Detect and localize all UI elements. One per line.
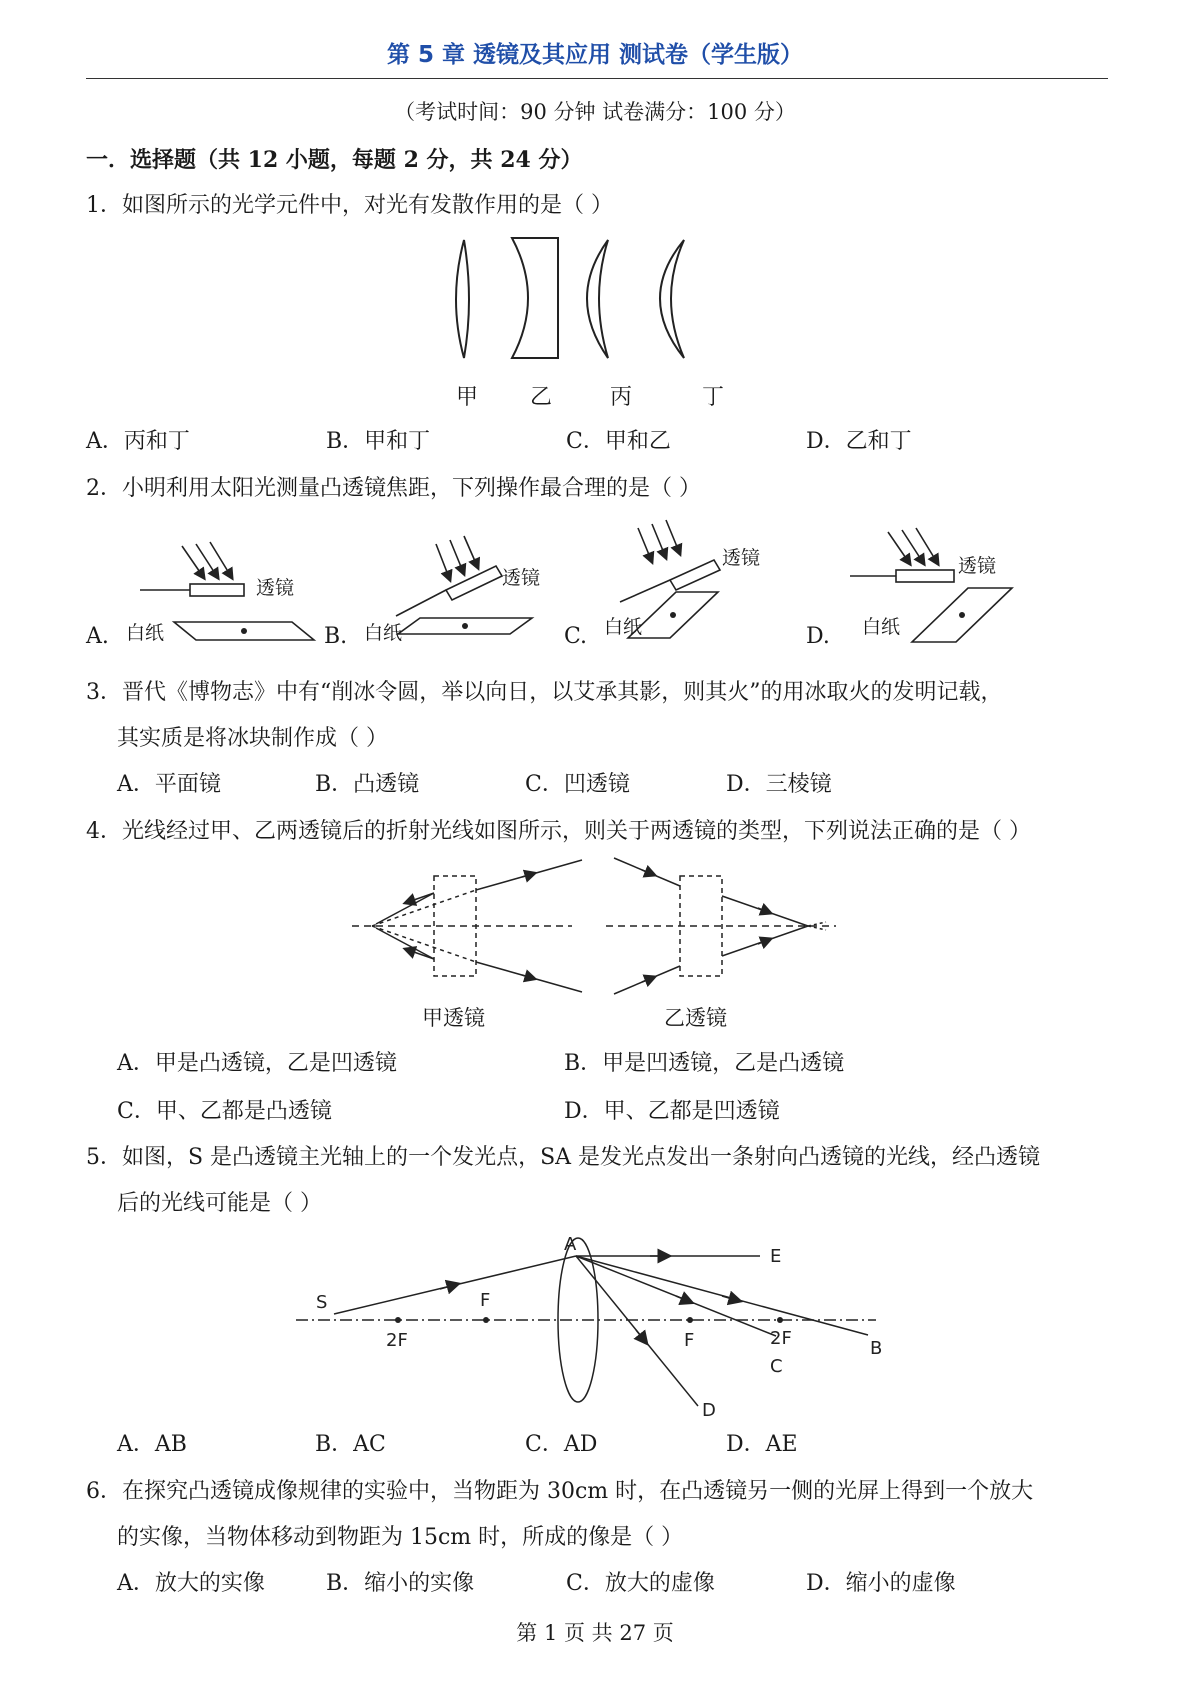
q4-option-c[interactable]: C．甲、乙都是凸透镜	[117, 1099, 332, 1124]
q3-stem-line1: 3．晋代《博物志》中有“削冰令圆，举以向日，以艾承其影，则其火”的用冰取火的发明记载，	[86, 680, 1003, 705]
q5-label-f-right: F	[684, 1330, 695, 1351]
q3-option-c[interactable]: C．凹透镜	[525, 772, 630, 797]
q4-option-b[interactable]: B．甲是凹透镜，乙是凸透镜	[564, 1051, 845, 1076]
page-title: 第 5 章 透镜及其应用 测试卷（学生版）	[386, 42, 804, 68]
q1-label-bing: 丙	[610, 385, 633, 410]
q4-caption-yi: 乙透镜	[664, 1006, 727, 1030]
lens-jia	[456, 240, 469, 358]
q5-option-c[interactable]: C．AD	[525, 1432, 598, 1457]
q5-label-2f-right: 2F	[770, 1328, 792, 1349]
lens-bing	[587, 240, 608, 358]
section-heading: 一．选择题（共 12 小题，每题 2 分，共 24 分）	[86, 147, 583, 173]
q5-stem-line1: 5．如图，S 是凸透镜主光轴上的一个发光点，SA 是发光点发出一条射向凸透镜的光线，经凸透镜	[86, 1145, 1041, 1170]
q5-option-b[interactable]: B．AC	[315, 1432, 386, 1457]
q4-lens-figure	[350, 856, 840, 996]
q5-label-s: S	[316, 1292, 328, 1313]
q5-label-a: A	[564, 1234, 577, 1255]
q5-stem-line2: 后的光线可能是（ ）	[117, 1191, 322, 1216]
q4-option-a[interactable]: A．甲是凸透镜，乙是凹透镜	[117, 1051, 397, 1076]
q6-option-b[interactable]: B．缩小的实像	[326, 1571, 475, 1596]
q2-option-b[interactable]: B.	[324, 624, 348, 649]
q6-stem-line2: 的实像，当物体移动到物距为 15cm 时，所成的像是（ ）	[117, 1525, 684, 1550]
q1-label-jia: 甲	[456, 385, 479, 410]
q4-option-d[interactable]: D．甲、乙都是凹透镜	[564, 1099, 780, 1124]
q6-stem-line1: 6．在探究凸透镜成像规律的实验中，当物距为 30cm 时，在凸透镜另一侧的光屏上得到一个放大	[86, 1479, 1034, 1504]
q1-option-a[interactable]: A．丙和丁	[86, 429, 190, 454]
q1-option-c[interactable]: C．甲和乙	[566, 429, 671, 454]
q4-stem: 4．光线经过甲、乙两透镜后的折射光线如图所示，则关于两透镜的类型，下列说法正确的是（ ）	[86, 819, 1031, 844]
q3-option-b[interactable]: B．凸透镜	[315, 772, 420, 797]
q5-label-b: B	[870, 1338, 883, 1359]
q1-label-ding: 丁	[702, 385, 725, 410]
q5-option-d[interactable]: D．AE	[726, 1432, 798, 1457]
q1-stem: 1．如图所示的光学元件中，对光有发散作用的是（ ）	[86, 193, 613, 218]
q2-lens-label-c: 透镜	[722, 547, 761, 569]
q1-label-yi: 乙	[530, 385, 553, 410]
q3-option-a[interactable]: A．平面镜	[117, 772, 221, 797]
lens-ding	[660, 240, 684, 358]
q5-label-d: D	[702, 1400, 716, 1421]
q5-label-c: C	[770, 1356, 783, 1377]
q2-paper-label-d: 白纸	[862, 616, 901, 638]
q1-option-b[interactable]: B．甲和丁	[326, 429, 431, 454]
q2-paper-label-b: 白纸	[364, 622, 403, 644]
exam-info: （考试时间：90 分钟 试卷满分：100 分）	[394, 100, 796, 124]
q2-option-a[interactable]: A.	[86, 624, 109, 649]
q2-paper-label-c: 白纸	[604, 616, 643, 638]
q6-option-a[interactable]: A．放大的实像	[117, 1571, 265, 1596]
q2-option-d[interactable]: D.	[806, 624, 830, 649]
q2-stem: 2．小明利用太阳光测量凸透镜焦距，下列操作最合理的是（ ）	[86, 476, 701, 501]
q5-label-2f-left: 2F	[386, 1330, 408, 1351]
q6-option-d[interactable]: D．缩小的虚像	[806, 1571, 956, 1596]
page-footer: 第 1 页 共 27 页	[516, 1621, 674, 1645]
q2-lens-label-b: 透镜	[502, 567, 541, 589]
q3-stem-line2: 其实质是将冰块制作成（ ）	[117, 726, 388, 751]
q2-paper-label-a: 白纸	[126, 622, 165, 644]
q2-lens-label-a: 透镜	[256, 577, 295, 599]
q3-option-d[interactable]: D．三棱镜	[726, 772, 832, 797]
q1-option-d[interactable]: D．乙和丁	[806, 429, 912, 454]
header-divider	[86, 78, 1108, 79]
q5-ray-figure	[290, 1226, 930, 1421]
q2-lens-label-d: 透镜	[958, 555, 997, 577]
q6-option-c[interactable]: C．放大的虚像	[566, 1571, 715, 1596]
lens-yi	[512, 238, 558, 358]
q4-caption-jia: 甲透镜	[422, 1006, 485, 1030]
q5-option-a[interactable]: A．AB	[117, 1432, 187, 1457]
q5-label-e: E	[770, 1246, 782, 1267]
q5-label-f-left: F	[480, 1290, 491, 1311]
q2-option-c[interactable]: C.	[564, 624, 588, 649]
q1-lens-figure	[440, 230, 760, 370]
